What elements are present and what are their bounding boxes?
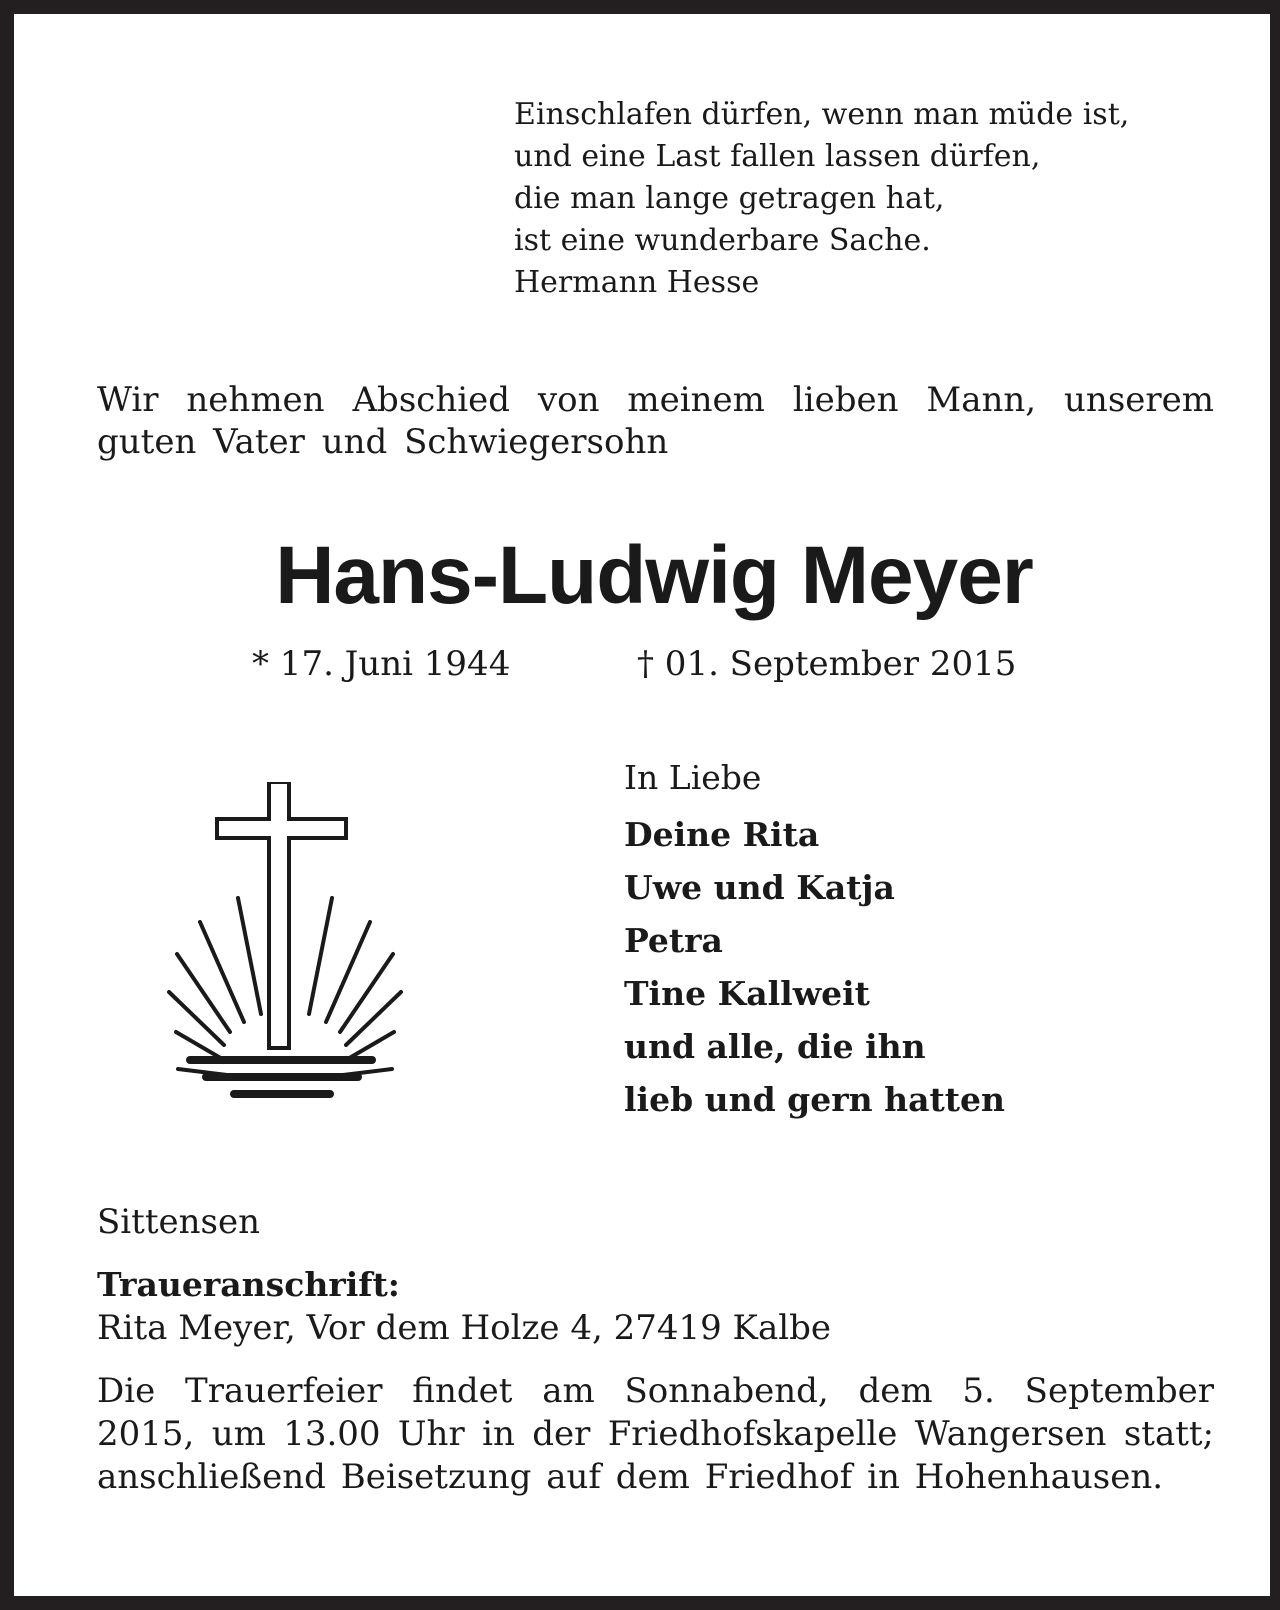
death-date: † 01. September 2015 — [637, 644, 1017, 684]
poem-line: Einschlafen dürfen, wenn man müde ist, — [514, 97, 1130, 132]
family-intro: In Liebe — [624, 758, 762, 797]
family-signature — [624, 756, 1224, 1126]
funeral-details: Die Trauerfeier findet am Sonnabend, dem 5. September 2015, um 13.00 Uhr in der Friedhofskapelle Wangersen statt; anschließend Beisetzung auf dem Friedhof in Hohenhausen. — [97, 1371, 1214, 1497]
family-member: Deine Rita — [624, 815, 820, 854]
poem-line: ist eine wunderbare Sache. — [514, 223, 931, 258]
family-member: und alle, die ihn — [624, 1027, 926, 1066]
family-member: lieb und gern hatten — [624, 1080, 1005, 1119]
birth-date: * 17. Juni 1944 — [252, 644, 511, 684]
poem-quote — [514, 94, 1214, 304]
mourning-address: Rita Meyer, Vor dem Holze 4, 27419 Kalbe — [97, 1308, 831, 1348]
place-name: Sittensen — [97, 1202, 260, 1242]
address-label: Traueranschrift: — [97, 1265, 400, 1304]
family-member: Uwe und Katja — [624, 868, 895, 907]
farewell-intro: Wir nehmen Abschied von meinem lieben Mann, unserem guten Vater und Schwiegersohn — [97, 380, 1214, 462]
poem-line: und eine Last fallen lassen dürfen, — [514, 139, 1041, 174]
cross-sunrise-icon — [164, 782, 404, 1112]
family-member: Tine Kallweit — [624, 974, 870, 1013]
family-member: Petra — [624, 921, 723, 960]
poem-line: die man lange getragen hat, — [514, 181, 945, 216]
poem-author: Hermann Hesse — [514, 265, 760, 300]
deceased-name: Hans-Ludwig Meyer — [275, 530, 1033, 621]
